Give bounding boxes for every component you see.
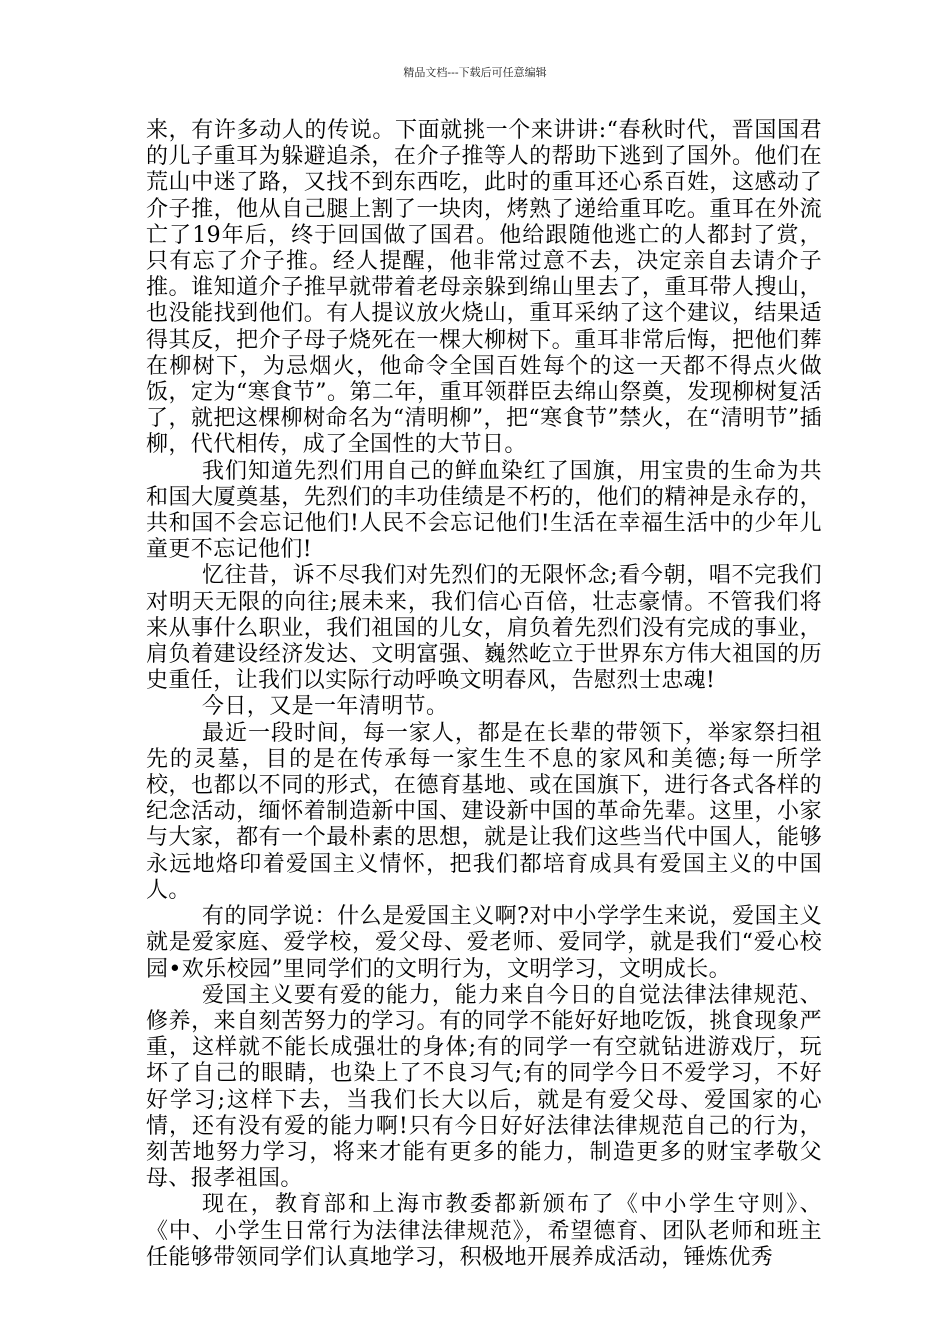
paragraph-6: 有的同学说：什么是爱国主义啊?对中小学学生来说，爱国主义就是爱家庭、爱学校，爱父母、爱老师、爱同学，就是我们“爱心校园•欢乐校园”里同学们的文明行为，文明学习，文明成长。 <box>146 904 822 982</box>
paragraph-8: 现在，教育部和上海市教委都新颁布了《中小学生守则》、《中、小学生日常行为法律法律规范》，希望德育、团队老师和班主任能够带领同学们认真地学习，积极地开展养成活动，锤炼优秀 <box>146 1192 822 1270</box>
page-header: 精品文档---下载后可任意编辑 <box>403 66 547 79</box>
paragraph-3: 忆往昔，诉不尽我们对先烈们的无限怀念;看今朝，唱不完我们对明天无限的向往;展未来，我们信心百倍，壮志豪情。不管我们将来从事什么职业，我们祖国的儿女，肩负着先烈们没有完成的事业，肩负着建设经济发达、文明富强、巍然屹立于世界东方伟大祖国的历史重任，让我们以实际行动呼唤文明春风，告慰烈士忠魂! <box>146 563 822 694</box>
paragraph-1: 来，有许多动人的传说。下面就挑一个来讲讲:“春秋时代，晋国国君的儿子重耳为躲避追杀，在介子推等人的帮助下逃到了国外。他们在荒山中迷了路，又找不到东西吃，此时的重耳还心系百姓，这感动了介子推，他从自己腿上割了一块肉，烤熟了递给重耳吃。重耳在外流亡了19年后，终于回国做了国君。他给跟随他逃亡的人都封了赏，只有忘了介子推。经人提醒，他非常过意不去，决定亲自去请介子推。谁知道介子推早就带着老母亲躲到绵山里去了，重耳带人搜山，也没能找到他们。有人提议放火烧山，重耳采纳了这个建议，结果适得其反，把介子母子烧死在一棵大柳树下。重耳非常后悔，把他们葬在柳树下，为忌烟火，他命令全国百姓每个的这一天都不得点火做饭，定为“寒食节”。第二年，重耳领群臣去绵山祭奠，发现柳树复活了，就把这棵柳树命名为“清明柳”，把“寒食节”禁火，在“清明节”插柳，代代相传，成了全国性的大节日。 <box>146 118 822 458</box>
paragraph-2: 我们知道先烈们用自己的鲜血染红了国旗，用宝贵的生命为共和国大厦奠基，先烈们的丰功佳绩是不朽的，他们的精神是永存的，共和国不会忘记他们!人民不会忘记他们!生活在幸福生活中的少年儿童更不忘记他们! <box>146 458 822 563</box>
paragraph-4: 今日，又是一年清明节。 <box>202 694 449 720</box>
document-body <box>146 118 822 1271</box>
paragraph-7: 爱国主义要有爱的能力，能力来自今日的自觉法律法律规范、修养，来自刻苦努力的学习。有的同学不能好好地吃饭，挑食现象严重，这样就不能长成强壮的身体;有的同学一有空就钻进游戏厅，玩坏了自己的眼睛，也染上了不良习气;有的同学今日不爱学习，不好好学习;这样下去，当我们长大以后，就是有爱父母、爱国家的心情，还有没有爱的能力啊!只有今日好好法律法律规范自己的行为，刻苦地努力学习，将来才能有更多的能力，制造更多的财宝孝敬父母、报孝祖国。 <box>146 982 822 1192</box>
paragraph-5: 最近一段时间，每一家人，都是在长辈的带领下，举家祭扫祖先的灵墓，目的是在传承每一家生生不息的家风和美德;每一所学校，也都以不同的形式，在德育基地、或在国旗下，进行各式各样的纪念活动，缅怀着制造新中国、建设新中国的革命先辈。这里，小家与大家，都有一个最朴素的思想，就是让我们这些当代中国人，能够永远地烙印着爱国主义情怀，把我们都培育成具有爱国主义的中国人。 <box>146 720 822 903</box>
